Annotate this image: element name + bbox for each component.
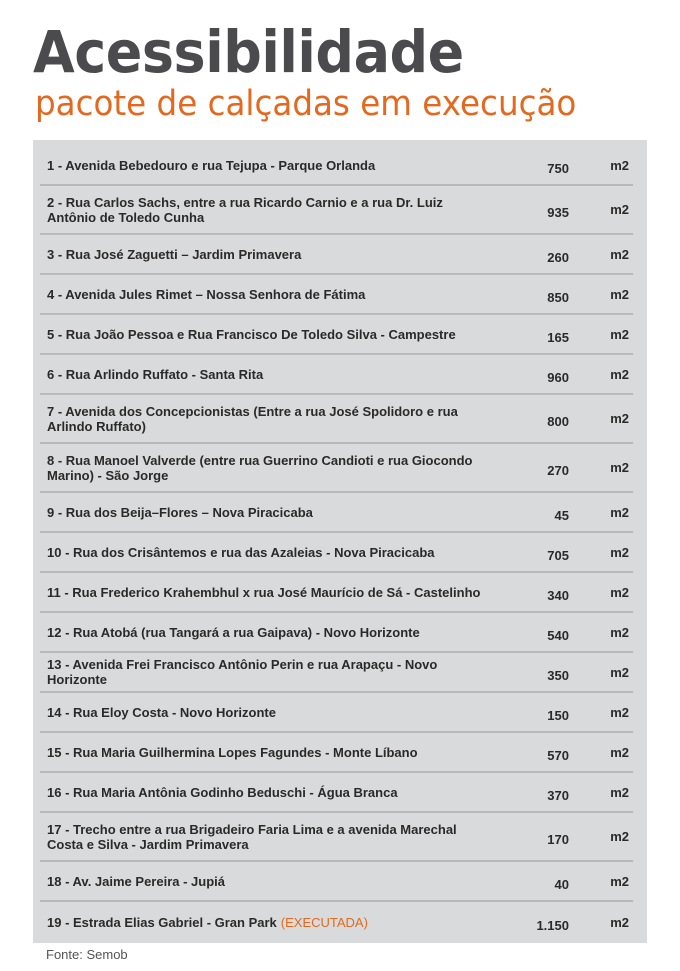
area-unit: m2 [610, 366, 629, 382]
street-name-text: 16 - Rua Maria Antônia Godinho Beduschi - Água Branca [47, 784, 398, 800]
street-name [40, 545, 509, 560]
street-name [40, 785, 509, 800]
street-name-text: 17 - Trecho entre a rua Brigadeiro Faria Lima e a avenida Marechal Costa e Silva - Jardim Primavera [47, 821, 457, 852]
table-row [40, 902, 633, 942]
street-name [40, 625, 509, 640]
area-value: 260 [547, 249, 569, 265]
table-row [40, 275, 633, 315]
table-row [40, 733, 633, 773]
area-value: 935 [547, 205, 569, 220]
table-row [40, 315, 633, 355]
table-row [40, 493, 633, 533]
area-value: 270 [547, 463, 569, 478]
street-name-text: 8 - Rua Manoel Valverde (entre rua Guerrino Candioti e rua Giocondo Marino) - São Jorge [47, 452, 473, 483]
street-name-text: 2 - Rua Carlos Sachs, entre a rua Ricardo Carnio e a rua Dr. Luiz Antônio de Toledo Cunha [47, 194, 443, 225]
sidewalk-table [33, 140, 647, 943]
street-name-text: 4 - Avenida Jules Rimet – Nossa Senhora de Fátima [47, 286, 366, 302]
area-value: 750 [547, 160, 569, 176]
area-unit: m2 [610, 704, 629, 720]
area-value: 150 [547, 707, 569, 723]
street-name [40, 404, 509, 434]
area-value: 705 [547, 547, 569, 563]
street-name-text: 9 - Rua dos Beija–Flores – Nova Piracicaba [47, 504, 313, 520]
street-name [40, 195, 509, 225]
area-value: 40 [554, 876, 569, 892]
source-note: Fonte: Semob [46, 947, 128, 962]
street-name-text: 18 - Av. Jaime Pereira - Jupiá [47, 873, 225, 889]
table-row [40, 773, 633, 813]
street-name-text: 3 - Rua José Zaguetti – Jardim Primavera [47, 246, 302, 262]
area-value: 570 [547, 747, 569, 763]
street-name [40, 657, 509, 687]
street-name-text: 11 - Rua Frederico Krahembhul x rua José Maurício de Sá - Castelinho [47, 584, 481, 600]
street-name-text: 6 - Rua Arlindo Ruffato - Santa Rita [47, 366, 264, 382]
street-name [40, 822, 509, 852]
area-value: 165 [547, 329, 569, 345]
table-row [40, 395, 633, 444]
area-unit: m2 [610, 744, 629, 760]
area-value: 960 [547, 369, 569, 385]
street-name-text: 12 - Rua Atobá (rua Tangará a rua Gaipava) - Novo Horizonte [47, 624, 420, 640]
table-row [40, 186, 633, 235]
area-value: 370 [547, 787, 569, 803]
street-name [40, 453, 509, 483]
table-row [40, 146, 633, 186]
table-row [40, 573, 633, 613]
area-value: 45 [554, 507, 569, 523]
area-value: 1.150 [536, 917, 569, 933]
street-name [40, 505, 509, 520]
street-name [40, 247, 509, 262]
area-unit: m2 [610, 829, 629, 844]
table-row [40, 813, 633, 862]
area-value: 340 [547, 587, 569, 603]
street-name [40, 327, 509, 342]
area-unit: m2 [610, 286, 629, 302]
street-name [40, 874, 509, 889]
street-name-text: 19 - Estrada Elias Gabriel - Gran Park [47, 914, 277, 930]
area-unit: m2 [610, 202, 629, 217]
area-unit: m2 [610, 157, 629, 173]
area-unit: m2 [610, 784, 629, 800]
table-row [40, 235, 633, 275]
area-value: 170 [547, 832, 569, 847]
area-value: 800 [547, 414, 569, 429]
area-unit: m2 [610, 873, 629, 889]
street-name [40, 915, 509, 930]
street-name-text: 10 - Rua dos Crisântemos e rua das Azaleias - Nova Piracicaba [47, 544, 435, 560]
area-unit: m2 [610, 326, 629, 342]
street-name [40, 705, 509, 720]
street-name-text: 14 - Rua Eloy Costa - Novo Horizonte [47, 704, 276, 720]
street-name [40, 745, 509, 760]
table-row [40, 355, 633, 395]
area-unit: m2 [610, 584, 629, 600]
area-unit: m2 [610, 411, 629, 426]
street-name [40, 585, 509, 600]
area-value: 850 [547, 289, 569, 305]
street-name [40, 158, 509, 173]
area-unit: m2 [610, 544, 629, 560]
table-row [40, 862, 633, 902]
street-name-text: 7 - Avenida dos Concepcionistas (Entre a rua José Spolidoro e rua Arlindo Ruffato) [47, 403, 458, 434]
table-row [40, 693, 633, 733]
street-name-text: 15 - Rua Maria Guilhermina Lopes Fagundes - Monte Líbano [47, 744, 418, 760]
table-row [40, 444, 633, 493]
street-name [40, 287, 509, 302]
table-row [40, 533, 633, 573]
area-unit: m2 [610, 624, 629, 640]
status-label: (EXECUTADA) [280, 914, 368, 930]
area-unit: m2 [610, 504, 629, 520]
street-name [40, 367, 509, 382]
area-unit: m2 [610, 914, 629, 930]
page-subtitle: pacote de calçadas em execução [35, 84, 577, 124]
area-unit: m2 [610, 664, 629, 680]
area-value: 540 [547, 627, 569, 643]
street-name-text: 13 - Avenida Frei Francisco Antônio Perin e rua Arapaçu - Novo Horizonte [47, 657, 438, 687]
street-name-text: 5 - Rua João Pessoa e Rua Francisco De Toledo Silva - Campestre [47, 326, 456, 342]
area-unit: m2 [610, 246, 629, 262]
table-row [40, 653, 633, 693]
street-name-text: 1 - Avenida Bebedouro e rua Tejupa - Parque Orlanda [47, 157, 376, 173]
area-value: 350 [547, 667, 569, 683]
page-title: Acessibilidade [33, 18, 464, 86]
table-row [40, 613, 633, 653]
area-unit: m2 [610, 460, 629, 475]
